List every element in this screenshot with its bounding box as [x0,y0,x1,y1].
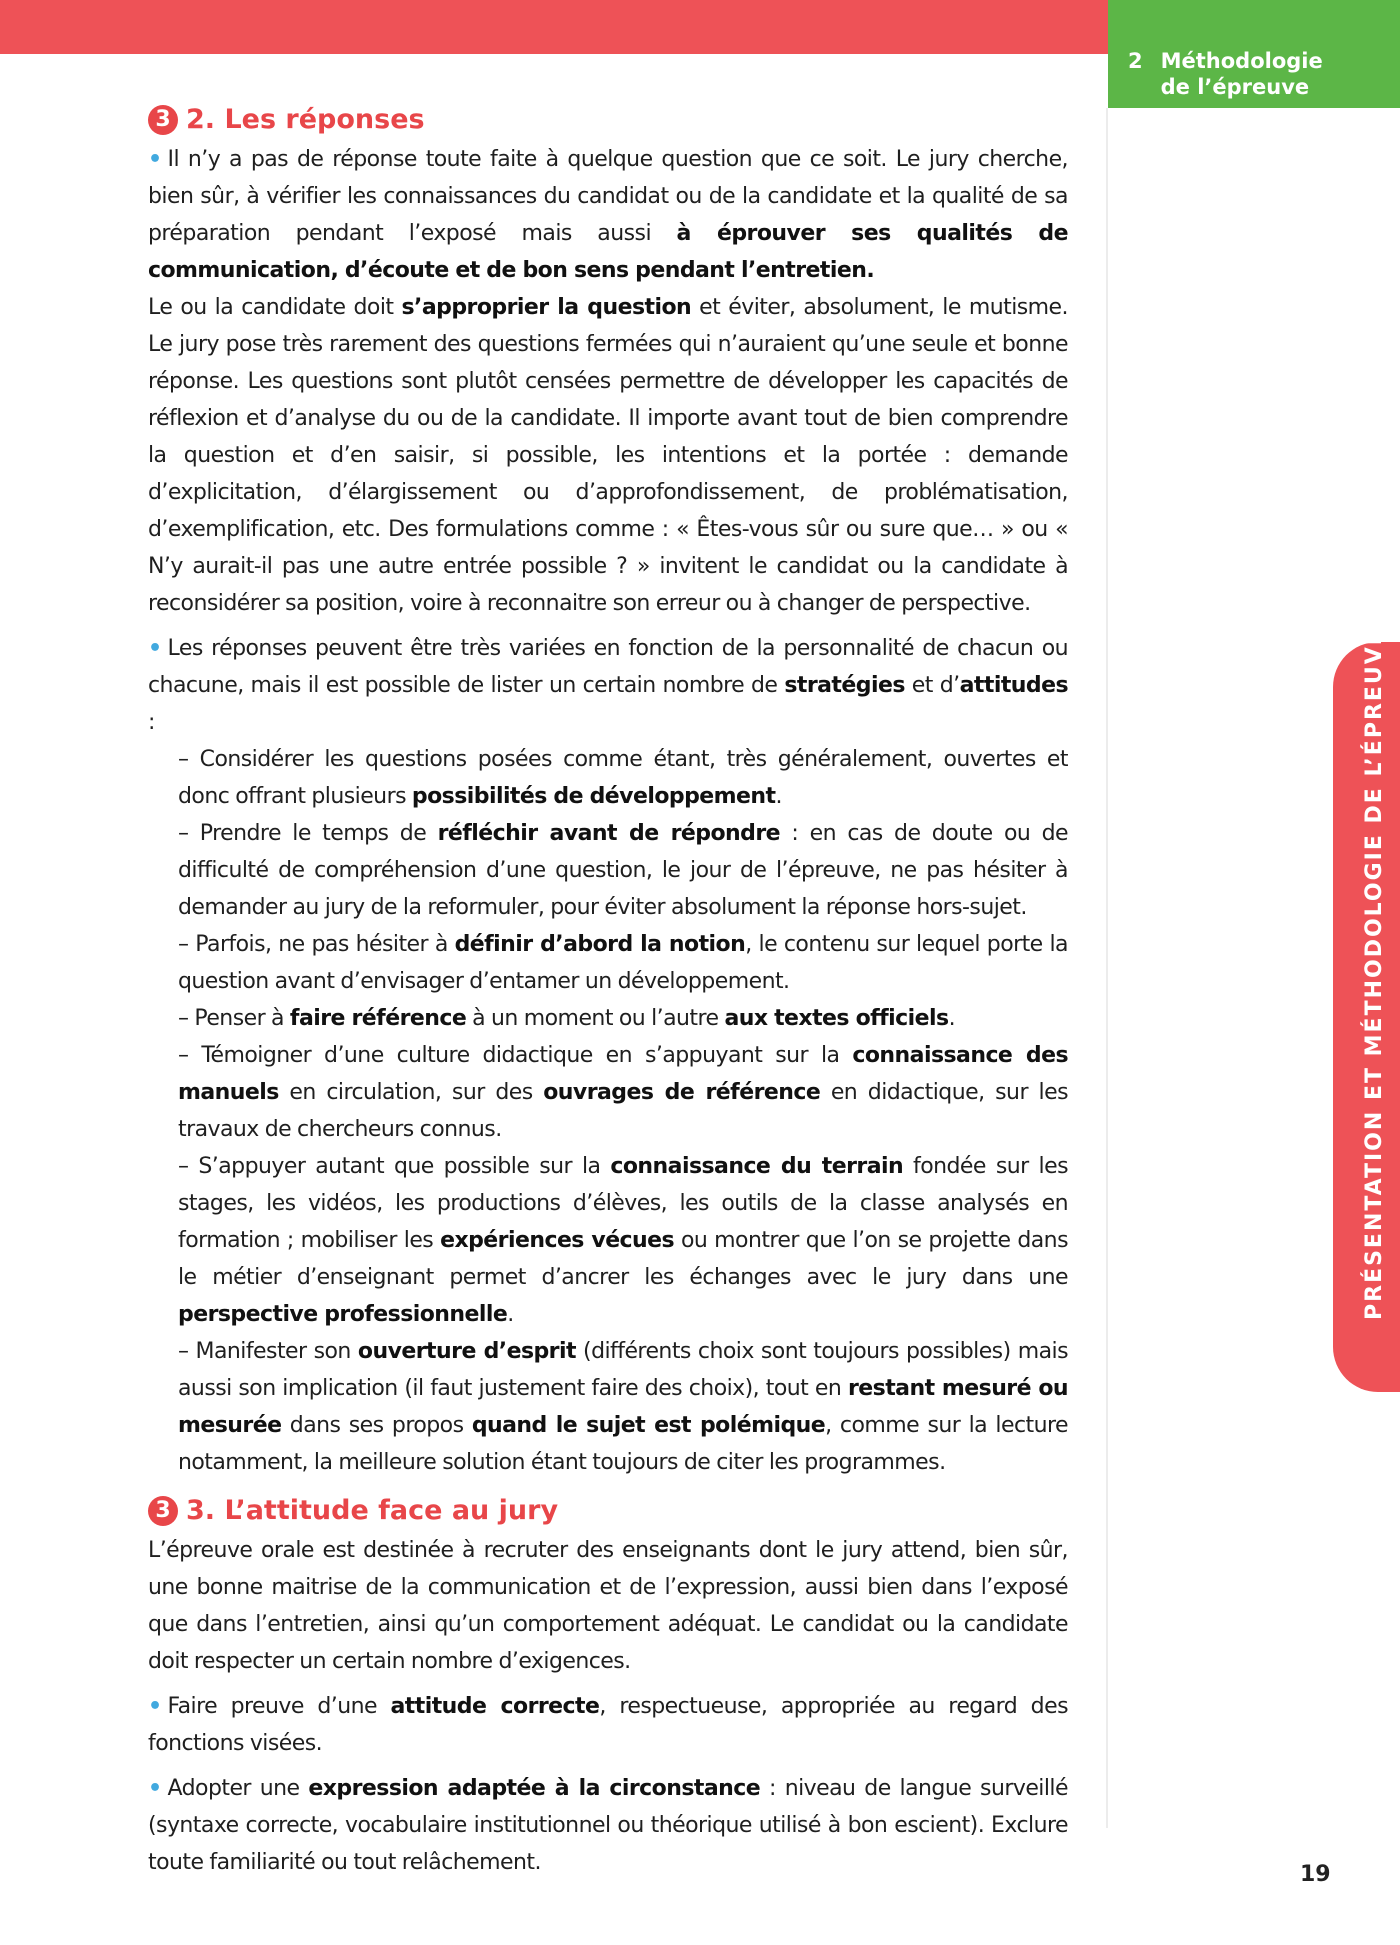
section-3-title [148,1495,1068,1526]
side-section-label: PRÉSENTATION ET MÉTHODOLOGIE DE L’ÉPREUVE [1362,628,1387,1320]
emphasis-text: expression adaptée à la circonstance [308,1776,761,1801]
section-3-badge: 3 [148,1496,178,1526]
page-content [148,104,1068,1881]
strategy-item-4 [148,1000,1068,1037]
emphasis-text: ouvrages de référence [543,1080,821,1105]
text-run: et d’ [904,673,960,698]
text-run: : niveau de langue surveillé (syntaxe correcte, vocabulaire institutionnel ou théorique utilisé à bon escient). Exclure toute familiarité ou tout relâchement. [148,1776,1068,1875]
text-run: Les réponses peuvent être très variées en fonction de la personnalité de chacun ou chacune, mais il est possible de lister un certain nombre de [148,636,1068,698]
emphasis-text: restant mesuré ou mesurée [178,1376,1068,1438]
text-run: à un moment ou l’autre [466,1006,725,1031]
text-run: . [775,784,782,809]
section-3-paragraph-3 [148,1770,1068,1881]
section-3-heading: 3. L’attitude face au jury [186,1495,559,1526]
section-2-paragraph-2 [148,289,1068,622]
emphasis-text: stratégies [784,673,905,698]
emphasis-text: quand le sujet est polémique [471,1413,826,1438]
emphasis-text: attitude correcte [390,1694,600,1719]
text-run: , comme sur la lecture notamment, la meilleure solution étant toujours de citer les programmes. [178,1413,1068,1475]
chapter-title [1161,48,1323,100]
text-run: : [148,710,155,735]
text-run: Il n’y a pas de réponse toute faite à quelque question que ce soit. Le jury cherche, bien sûr, à vérifier les connaissances du candidat ou de la candidate et la qualité de sa préparation pendant l’exposé mais aussi [148,147,1068,246]
strategy-item-2 [148,815,1068,926]
strategy-item-6 [148,1148,1068,1333]
strategy-item-3 [148,926,1068,1000]
bullet-icon: • [148,1694,162,1719]
text-run: ou montrer que l’on se projette dans le métier d’enseignant permet d’ancrer les échanges avec le jury dans une [178,1228,1068,1290]
section-3-paragraph-1 [148,1532,1068,1680]
section-2-paragraph-1 [148,141,1068,289]
emphasis-text: connaissance du terrain [610,1154,904,1179]
bullet-icon: • [148,636,162,661]
text-run: Le ou la candidate doit [148,295,402,320]
text-run: – Penser à [178,1006,290,1031]
bullet-icon: • [148,147,162,172]
emphasis-text: définir d’abord la notion [454,932,746,957]
top-color-band [0,0,1108,54]
text-run: . [948,1006,956,1031]
text-run: en circulation, sur des [278,1080,544,1105]
strategy-item-7 [148,1333,1068,1481]
text-run: , le contenu sur lequel porte la question avant d’envisager d’entamer un développement. [178,932,1068,994]
section-2-heading: 2. Les réponses [186,104,425,135]
text-run: : en cas de doute ou de difficulté de compréhension d’une question, le jour de l’épreuve, ne pas hésiter à demander au jury de la reformuler, pour éviter absolument la réponse hors-sujet. [178,821,1068,920]
chapter-tab [1108,0,1400,108]
text-run: Faire preuve d’une [167,1694,391,1719]
text-run: – Témoigner d’une culture didactique en s’appuyant sur la [178,1043,853,1068]
section-3-paragraph-2 [148,1688,1068,1762]
chapter-title-line1: Méthodologie [1160,49,1323,73]
text-run: L’épreuve orale est destinée à recruter des enseignants dont le jury attend, bien sûr, une bonne maitrise de la communication et de l’expression, aussi bien dans l’exposé que dans l’entretien, ainsi qu’un comportement adéquat. Le candidat ou la candidate doit respecter un certain nombre d’exigences. [148,1538,1068,1674]
chapter-title-line2: de l’épreuve [1160,75,1310,99]
margin-divider [1106,108,1108,1828]
text-run: dans ses propos [281,1413,472,1438]
section-2-title [148,104,1068,135]
emphasis-text: possibilités de développement [411,784,776,809]
section-2-paragraph-3 [148,630,1068,741]
text-run: , respectueuse, appropriée au regard des fonctions visées. [148,1694,1068,1756]
emphasis-text: s’approprier la question [401,295,692,320]
text-run: – Prendre le temps de [178,821,438,846]
chapter-number: 2 [1128,49,1143,73]
emphasis-text: attitudes [959,673,1069,698]
emphasis-text: à éprouver ses qualités de communication, d’écoute et de bon sens pendant l’entretien. [148,221,1068,283]
emphasis-text: perspective professionnelle [178,1302,508,1327]
section-2-badge: 3 [148,105,178,135]
emphasis-text: expériences vécues [440,1228,675,1253]
text-run: – Considérer les questions posées comme étant, très généralement, ouvertes et donc offrant plusieurs [178,747,1068,809]
text-run: en didactique, sur les travaux de chercheurs connus. [178,1080,1068,1142]
emphasis-text: connaissance des manuels [178,1043,1068,1105]
emphasis-text: ouverture d’esprit [357,1339,576,1364]
page-number: 19 [1300,1862,1331,1887]
text-run: – Manifester son [178,1339,358,1364]
bullet-icon: • [148,1776,162,1801]
strategy-item-1 [148,741,1068,815]
text-run: Adopter une [167,1776,309,1801]
text-run: – S’appuyer autant que possible sur la [178,1154,611,1179]
text-run: (différents choix sont toujours possibles) mais aussi son implication (il faut justement faire des choix), tout en [178,1339,1069,1401]
emphasis-text: faire référence [289,1006,467,1031]
text-run: – Parfois, ne pas hésiter à [178,932,455,957]
text-run: . [507,1302,514,1327]
text-run: et éviter, absolument, le mutisme. Le jury pose très rarement des questions fermées qui n’auraient qu’une seule et bonne réponse. Les questions sont plutôt censées permettre de développer les capacités de réflexion et d’analyse du ou de la candidate. Il importe avant tout de bien comprendre la question et d’en saisir, si possible, les intentions et la portée : demande d’explicitation, d’élargissement ou d’approfondissement, de problématisation, d’exemplification, etc. Des formulations comme : « Êtes-vous sûr ou sure que… » ou « N’y aurait-il pas une autre entrée possible ? » invitent le candidat ou la candidate à reconsidérer sa position, voire à reconnaitre son erreur ou à changer de perspective. [148,295,1068,616]
emphasis-text: réfléchir avant de répondre [437,821,781,846]
strategy-item-5 [148,1037,1068,1148]
text-run: fondée sur les stages, les vidéos, les productions d’élèves, les outils de la classe analysés en formation ; mobiliser les [178,1154,1068,1253]
emphasis-text: aux textes officiels [724,1006,949,1031]
